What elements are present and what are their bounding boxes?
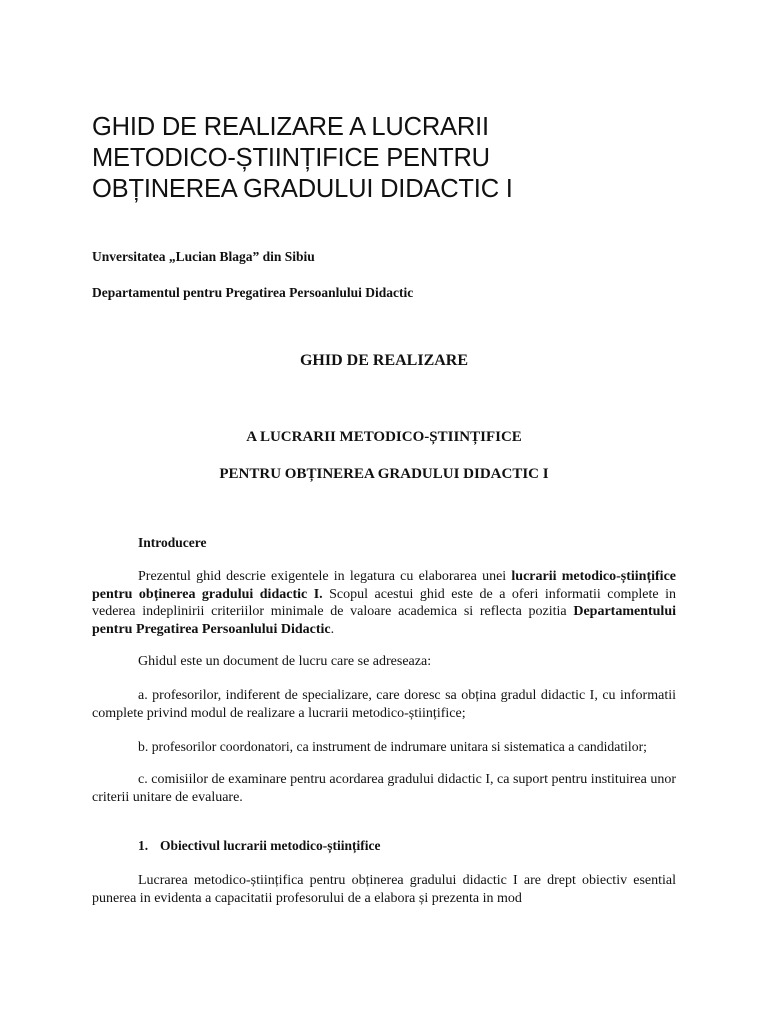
section-1-number: 1.: [138, 838, 149, 853]
title-line-2: METODICO-ȘTIINȚIFICE PENTRU: [92, 144, 490, 172]
section-1-heading: [138, 838, 380, 854]
ghid-audience-intro: Ghidul este un document de lucru care se adreseaza:: [138, 654, 432, 669]
title-line-1: GHID DE REALIZARE A LUCRARII: [92, 113, 489, 141]
list-item-b: b. profesorilor coordonatori, ca instrument de indrumare unitara si sistematica a candidatilor;: [138, 739, 647, 754]
intro-heading: Introducere: [138, 535, 207, 550]
document-title: [92, 112, 692, 205]
intro-bold-2: Departamentului pentru Pregatirea Persoanlului Didactic: [92, 604, 676, 637]
section-1-paragraph: Lucrarea metodico-științifica pentru obținerea gradului didactic I are drept obiectiv esential punerea in evidenta a capacitatii profesorului de a elabora și prezenta in mod: [92, 873, 676, 906]
heading-lucrarii: A LUCRARII METODICO-ȘTIINȚIFICE: [246, 429, 522, 445]
heading-gradului: PENTRU OBȚINEREA GRADULUI DIDACTIC I: [219, 466, 549, 482]
intro-text-2: Scopul acestui ghid este de a oferi informatii complete in vederea indeplinirii criteriilor minimale de valoare academica si reflecta pozitia: [92, 586, 676, 619]
intro-text-3: .: [330, 621, 335, 637]
department-name: Departamentul pentru Pregatirea Persoanlului Didactic: [92, 285, 414, 300]
intro-bold-1: lucrarii metodico-științifice pentru obținerea gradului didactic I.: [92, 569, 676, 602]
section-1-title: Obiectivul lucrarii metodico-științifice: [160, 838, 381, 853]
intro-paragraph: [92, 568, 676, 638]
heading-ghid: GHID DE REALIZARE: [299, 352, 469, 369]
list-item-a: a. profesorilor, indiferent de specializare, care doresc sa obțina gradul didactic I, cu informatii complete privind modul de realizare a lucrarii metodico-științifice;: [92, 688, 676, 721]
list-item-c: c. comisiilor de examinare pentru acordarea gradului didactic I, ca suport pentru instituirea unor criterii unitare de evaluare.: [92, 772, 676, 805]
university-name: Unversitatea „Lucian Blaga” din Sibiu: [92, 249, 315, 264]
title-line-3: OBȚINEREA GRADULUI DIDACTIC I: [92, 175, 513, 203]
intro-text-1: Prezentul ghid descrie exigentele in legatura cu elaborarea unei: [138, 569, 512, 584]
